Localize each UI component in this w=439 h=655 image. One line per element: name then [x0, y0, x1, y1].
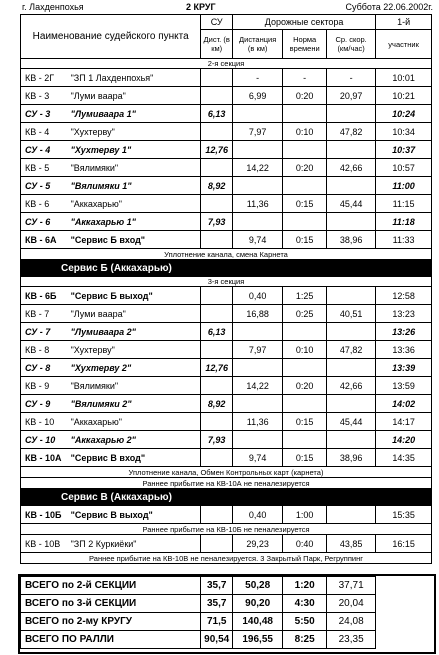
avg-speed [327, 395, 376, 413]
sector-distance: 29,23 [233, 535, 283, 553]
norm-time [283, 431, 327, 449]
point-name: "Вялимяки" [69, 377, 201, 395]
column-participant: участник [376, 30, 432, 59]
total-speed: 24,08 [327, 613, 376, 631]
norm-time [283, 177, 327, 195]
sector-distance: 6,99 [233, 87, 283, 105]
point-code: СУ - 6 [21, 213, 69, 231]
avg-speed: 42,66 [327, 159, 376, 177]
total-label: ВСЕГО ПО РАЛЛИ [21, 631, 201, 649]
sector-distance [233, 213, 283, 231]
norm-time: 0:15 [283, 449, 327, 467]
point-code: КВ - 7 [21, 305, 69, 323]
schedule-table [20, 14, 432, 564]
header-row-1 [21, 15, 432, 30]
total-su: 35,7 [201, 577, 233, 595]
sector-distance: 11,36 [233, 195, 283, 213]
first-participant-time: 11:00 [376, 177, 432, 195]
note-row [21, 553, 432, 564]
point-name: "Вялимяки 2" [69, 395, 201, 413]
section-label-row [21, 59, 432, 69]
avg-speed [327, 177, 376, 195]
table-row [21, 123, 432, 141]
note-text: Уплотнение канала, смена Карнета [21, 249, 432, 260]
total-su: 90,54 [201, 631, 233, 649]
total-su: 71,5 [201, 613, 233, 631]
first-participant-time: 13:36 [376, 341, 432, 359]
column-speed: Ср. скор. (км/час) [327, 30, 376, 59]
sector-distance [233, 323, 283, 341]
point-name: "Хухтерву 1" [69, 141, 201, 159]
point-name: "Лумиваара 2" [69, 323, 201, 341]
total-distance: 196,55 [233, 631, 283, 649]
note-text: Раннее прибытие на КВ-10В не пеналезируется. 3 Закрытый Парк, Регруппинг [21, 553, 432, 564]
point-name: "Хухтерву" [69, 341, 201, 359]
sector-distance: 0,40 [233, 287, 283, 305]
avg-speed: 42,66 [327, 377, 376, 395]
column-dist: Дистанция (в км) [233, 30, 283, 59]
su-distance [201, 449, 233, 467]
total-speed: 37,71 [327, 577, 376, 595]
norm-time [283, 105, 327, 123]
table-row [21, 159, 432, 177]
note-row [21, 467, 432, 478]
point-name: "Аккахарью 2" [69, 431, 201, 449]
total-label: ВСЕГО по 2-й СЕКЦИИ [21, 577, 201, 595]
totals-row [21, 613, 432, 631]
point-code: КВ - 6А [21, 231, 69, 249]
table-row [21, 87, 432, 105]
schedule-body [21, 59, 432, 564]
total-label: ВСЕГО по 2-му КРУГУ [21, 613, 201, 631]
point-name: "Аккахарью" [69, 195, 201, 213]
norm-time: 0:10 [283, 341, 327, 359]
avg-speed: 43,85 [327, 535, 376, 553]
avg-speed [327, 141, 376, 159]
avg-speed [327, 359, 376, 377]
su-distance [201, 123, 233, 141]
table-row [21, 449, 432, 467]
point-code: СУ - 3 [21, 105, 69, 123]
point-name: "Хухтерву 2" [69, 359, 201, 377]
first-participant-time: 11:15 [376, 195, 432, 213]
norm-time: 0:20 [283, 87, 327, 105]
su-distance [201, 341, 233, 359]
su-distance: 6,13 [201, 105, 233, 123]
first-participant-time: 14:35 [376, 449, 432, 467]
first-participant-time: 16:15 [376, 535, 432, 553]
point-code: СУ - 9 [21, 395, 69, 413]
total-norm: 8:25 [283, 631, 327, 649]
sec-text: 2-я секция [21, 59, 432, 69]
norm-time [283, 141, 327, 159]
first-participant-time: 10:24 [376, 105, 432, 123]
point-code: КВ - 3 [21, 87, 69, 105]
table-row [21, 359, 432, 377]
point-code: КВ - 10А [21, 449, 69, 467]
first-participant-time: 10:37 [376, 141, 432, 159]
table-row [21, 395, 432, 413]
total-distance: 50,28 [233, 577, 283, 595]
date-label: Суббота 22.06.2002г. [345, 2, 433, 12]
first-participant-time: 12:58 [376, 287, 432, 305]
su-distance [201, 413, 233, 431]
point-name: "Сервис Б вход" [69, 231, 201, 249]
city-label: г. Лахденпохья [22, 2, 84, 12]
avg-speed: 47,82 [327, 123, 376, 141]
norm-time: 0:40 [283, 535, 327, 553]
point-code: СУ - 5 [21, 177, 69, 195]
su-distance: 12,76 [201, 141, 233, 159]
norm-time: 0:20 [283, 377, 327, 395]
sector-distance: 7,97 [233, 123, 283, 141]
table-row [21, 287, 432, 305]
sector-distance: 16,88 [233, 305, 283, 323]
totals-row [21, 577, 432, 595]
point-code: СУ - 4 [21, 141, 69, 159]
norm-time [283, 359, 327, 377]
point-code: КВ - 6Б [21, 287, 69, 305]
avg-speed [327, 105, 376, 123]
sector-distance [233, 395, 283, 413]
first-participant-time: 13:39 [376, 359, 432, 377]
avg-speed [327, 506, 376, 524]
norm-time: 0:15 [283, 413, 327, 431]
avg-speed: 38,96 [327, 449, 376, 467]
su-distance [201, 69, 233, 87]
table-row [21, 105, 432, 123]
note-row [21, 524, 432, 535]
sector-distance [233, 177, 283, 195]
point-name: "ЗП 1 Лахденпохья" [69, 69, 201, 87]
first-participant-time: 13:59 [376, 377, 432, 395]
su-distance [201, 231, 233, 249]
norm-time [283, 323, 327, 341]
point-name: "Луми ваара" [69, 305, 201, 323]
note-row [21, 478, 432, 489]
note-text: Уплотнение канала, Обмен Контрольных карт (карнета) [21, 467, 432, 478]
first-participant-time: 11:33 [376, 231, 432, 249]
point-code: СУ - 10 [21, 431, 69, 449]
first-participant-time: 14:17 [376, 413, 432, 431]
first-participant-time: 13:26 [376, 323, 432, 341]
column-norm: Норма времени [283, 30, 327, 59]
column-dist-su: Дист. (в км) [201, 30, 233, 59]
sector-distance: - [233, 69, 283, 87]
first-participant-time: 13:23 [376, 305, 432, 323]
point-code: КВ - 8 [21, 341, 69, 359]
point-name: "Сервис Б выход" [69, 287, 201, 305]
table-row [21, 506, 432, 524]
norm-time: - [283, 69, 327, 87]
sector-distance [233, 105, 283, 123]
total-su: 35,7 [201, 595, 233, 613]
column-point: Наименование судейского пункта [21, 15, 201, 59]
point-name: "Вялимяки" [69, 159, 201, 177]
column-first: 1-й [376, 15, 432, 30]
point-name: "Лумиваара 1" [69, 105, 201, 123]
avg-speed [327, 287, 376, 305]
first-participant-time: 10:57 [376, 159, 432, 177]
su-distance: 7,93 [201, 431, 233, 449]
table-row [21, 323, 432, 341]
note-text: Раннее прибытие на КВ-10А не пеналезируется [21, 478, 432, 489]
table-row [21, 377, 432, 395]
total-speed: 20,04 [327, 595, 376, 613]
table-row [21, 141, 432, 159]
band-text: Сервис Б (Аккахарью) [21, 260, 432, 277]
norm-time: 0:15 [283, 231, 327, 249]
sec-text: 3-я секция [21, 277, 432, 287]
total-speed: 23,35 [327, 631, 376, 649]
table-row [21, 213, 432, 231]
table-row [21, 305, 432, 323]
su-distance [201, 287, 233, 305]
table-row [21, 195, 432, 213]
norm-time: 0:15 [283, 195, 327, 213]
column-su: СУ [201, 15, 233, 30]
su-distance [201, 87, 233, 105]
su-distance: 8,92 [201, 177, 233, 195]
table-row [21, 69, 432, 87]
point-code: КВ - 5 [21, 159, 69, 177]
point-code: КВ - 9 [21, 377, 69, 395]
service-band [21, 260, 432, 277]
su-distance [201, 377, 233, 395]
point-name: "Луми ваара" [69, 87, 201, 105]
avg-speed: - [327, 69, 376, 87]
first-participant-time: 14:02 [376, 395, 432, 413]
first-participant-time: 11:18 [376, 213, 432, 231]
sector-distance: 9,74 [233, 231, 283, 249]
norm-time [283, 213, 327, 231]
sector-distance [233, 359, 283, 377]
table-row [21, 177, 432, 195]
note-text: Раннее прибытие на КВ-10Б не пеналезируется [21, 524, 432, 535]
section-label-row [21, 277, 432, 287]
total-label: ВСЕГО по 3-й СЕКЦИИ [21, 595, 201, 613]
total-distance: 140,48 [233, 613, 283, 631]
avg-speed [327, 323, 376, 341]
su-distance: 7,93 [201, 213, 233, 231]
point-name: "Хухтерву" [69, 123, 201, 141]
sector-distance [233, 141, 283, 159]
point-code: КВ - 4 [21, 123, 69, 141]
point-name: "ЗП 2 Куркиёки" [69, 535, 201, 553]
avg-speed: 45,44 [327, 413, 376, 431]
table-row [21, 231, 432, 249]
avg-speed [327, 213, 376, 231]
point-code: КВ - 10В [21, 535, 69, 553]
column-sectors: Дорожные сектора [233, 15, 376, 30]
avg-speed: 20,97 [327, 87, 376, 105]
total-norm: 1:20 [283, 577, 327, 595]
total-norm: 5:50 [283, 613, 327, 631]
totals-row [21, 631, 432, 649]
sector-distance: 14,22 [233, 377, 283, 395]
point-code: СУ - 8 [21, 359, 69, 377]
avg-speed: 45,44 [327, 195, 376, 213]
point-code: КВ - 6 [21, 195, 69, 213]
first-participant-time: 10:01 [376, 69, 432, 87]
norm-time: 0:25 [283, 305, 327, 323]
avg-speed [327, 431, 376, 449]
avg-speed: 38,96 [327, 231, 376, 249]
norm-time: 0:10 [283, 123, 327, 141]
note-row [21, 249, 432, 260]
sector-distance: 0,40 [233, 506, 283, 524]
band-text: Сервис В (Аккахарью) [21, 489, 432, 506]
point-name: "Аккахарью 1" [69, 213, 201, 231]
norm-time: 0:20 [283, 159, 327, 177]
first-participant-time: 15:35 [376, 506, 432, 524]
sector-distance: 14,22 [233, 159, 283, 177]
table-row [21, 413, 432, 431]
service-band [21, 489, 432, 506]
point-name: "Вялимяки 1" [69, 177, 201, 195]
su-distance [201, 305, 233, 323]
total-norm: 4:30 [283, 595, 327, 613]
point-name: "Сервис В вход" [69, 449, 201, 467]
norm-time: 1:25 [283, 287, 327, 305]
first-participant-time: 10:34 [376, 123, 432, 141]
point-name: "Аккахарью" [69, 413, 201, 431]
round-title: 2 КРУГ [186, 2, 216, 12]
sector-distance [233, 431, 283, 449]
totals-row [21, 595, 432, 613]
point-code: СУ - 7 [21, 323, 69, 341]
point-code: КВ - 10 [21, 413, 69, 431]
table-row [21, 341, 432, 359]
first-participant-time: 14:20 [376, 431, 432, 449]
point-name: "Сервис В выход" [69, 506, 201, 524]
su-distance: 12,76 [201, 359, 233, 377]
total-distance: 90,20 [233, 595, 283, 613]
page-header [0, 2, 439, 14]
su-distance: 8,92 [201, 395, 233, 413]
sector-distance: 9,74 [233, 449, 283, 467]
su-distance [201, 159, 233, 177]
sector-distance: 11,36 [233, 413, 283, 431]
table-row [21, 431, 432, 449]
avg-speed: 47,82 [327, 341, 376, 359]
norm-time [283, 395, 327, 413]
su-distance [201, 535, 233, 553]
su-distance: 6,13 [201, 323, 233, 341]
first-participant-time: 10:21 [376, 87, 432, 105]
totals-table [20, 576, 432, 649]
point-code: КВ - 2Г [21, 69, 69, 87]
norm-time: 1:00 [283, 506, 327, 524]
avg-speed: 40,51 [327, 305, 376, 323]
su-distance [201, 506, 233, 524]
totals-body [21, 577, 432, 649]
su-distance [201, 195, 233, 213]
table-row [21, 535, 432, 553]
sector-distance: 7,97 [233, 341, 283, 359]
point-code: КВ - 10Б [21, 506, 69, 524]
